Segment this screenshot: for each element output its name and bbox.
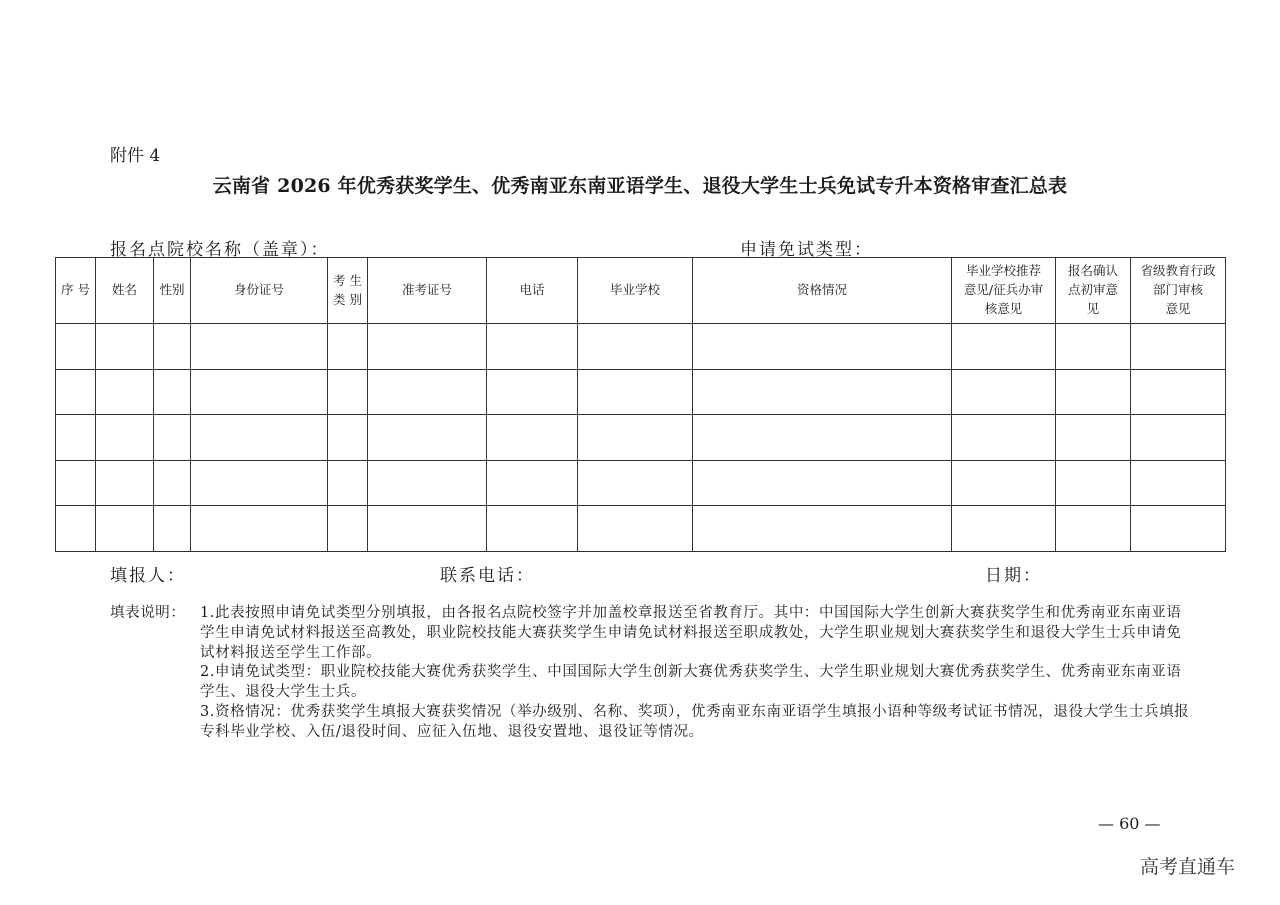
table-cell[interactable]	[693, 369, 952, 415]
column-header-admission-number: 准考证号	[368, 258, 487, 324]
date-field: 日期：	[985, 566, 1042, 586]
table-header-row	[56, 258, 1226, 324]
table-cell[interactable]	[328, 324, 368, 370]
table-cell[interactable]	[578, 324, 693, 370]
table-cell[interactable]	[1131, 369, 1226, 415]
page-number: — 60 —	[1098, 814, 1161, 833]
table-cell[interactable]	[328, 506, 368, 552]
table-cell[interactable]	[96, 506, 154, 552]
column-header-graduate-school: 毕业学校	[578, 258, 693, 324]
watermark: 高考直通车	[1140, 856, 1236, 878]
table-cell[interactable]	[154, 369, 191, 415]
column-header-school-recommendation: 毕业学校推荐 意见/征兵办审 核意见	[952, 258, 1056, 324]
table-cell[interactable]	[693, 506, 952, 552]
table-cell[interactable]	[952, 415, 1056, 461]
table-cell[interactable]	[1056, 369, 1131, 415]
table-cell[interactable]	[578, 369, 693, 415]
table-cell[interactable]	[154, 415, 191, 461]
table-cell[interactable]	[56, 324, 96, 370]
table-cell[interactable]	[1056, 506, 1131, 552]
column-header-name: 姓名	[96, 258, 154, 324]
table-cell[interactable]	[1056, 324, 1131, 370]
column-header-serial: 序 号	[56, 258, 96, 324]
table-cell[interactable]	[328, 415, 368, 461]
table-cell[interactable]	[578, 506, 693, 552]
table-row	[56, 506, 1226, 552]
table-cell[interactable]	[1056, 460, 1131, 506]
table-cell[interactable]	[1131, 324, 1226, 370]
table-cell[interactable]	[578, 415, 693, 461]
table-row	[56, 324, 1226, 370]
table-cell[interactable]	[154, 460, 191, 506]
table-cell[interactable]	[578, 460, 693, 506]
table-cell[interactable]	[96, 324, 154, 370]
table-cell[interactable]	[328, 460, 368, 506]
filler-field: 填报人：	[110, 566, 186, 586]
column-header-preliminary-review: 报名确认 点初审意 见	[1056, 258, 1131, 324]
column-header-qualification: 资格情况	[693, 258, 952, 324]
table-cell[interactable]	[56, 369, 96, 415]
table-cell[interactable]	[952, 369, 1056, 415]
column-header-provincial-review: 省级教育行政 部门审核 意见	[1131, 258, 1226, 324]
table-cell[interactable]	[368, 506, 487, 552]
instruction-item: 2.申请免试类型：职业院校技能大赛优秀获奖学生、中国国际大学生创新大赛优秀获奖学生、大学生职业规划大赛优秀获奖学生、优秀南亚东南亚语学生、退役大学生士兵。	[200, 664, 1182, 701]
table-cell[interactable]	[154, 324, 191, 370]
table-cell[interactable]	[191, 460, 328, 506]
attachment-label: 附件 4	[110, 146, 161, 166]
table-cell[interactable]	[952, 460, 1056, 506]
table-cell[interactable]	[56, 506, 96, 552]
table-cell[interactable]	[487, 324, 578, 370]
table-cell[interactable]	[96, 460, 154, 506]
table-cell[interactable]	[368, 415, 487, 461]
table-cell[interactable]	[191, 506, 328, 552]
table-cell[interactable]	[693, 324, 952, 370]
table-cell[interactable]	[487, 369, 578, 415]
table-cell[interactable]	[328, 369, 368, 415]
document-title: 云南省 2026 年优秀获奖学生、优秀南亚东南亚语学生、退役大学生士兵免试专升本资格审查汇总表	[212, 175, 1068, 197]
table-cell[interactable]	[368, 369, 487, 415]
table-cell[interactable]	[693, 415, 952, 461]
contact-phone-field: 联系电话：	[440, 566, 535, 586]
table-cell[interactable]	[191, 324, 328, 370]
summary-table	[55, 257, 1226, 552]
table-cell[interactable]	[1131, 415, 1226, 461]
table-cell[interactable]	[487, 415, 578, 461]
instruction-item: 3.资格情况：优秀获奖学生填报大赛获奖情况（举办级别、名称、奖项），优秀南亚东南亚语学生填报小语种等级考试证书情况，退役大学生士兵填报专科毕业学校、入伍/退役时间、应征入伍地、退役安置地、退役证等情况。	[200, 703, 1190, 740]
table-cell[interactable]	[56, 460, 96, 506]
table-cell[interactable]	[191, 415, 328, 461]
column-header-phone: 电话	[487, 258, 578, 324]
table-cell[interactable]	[487, 460, 578, 506]
table-cell[interactable]	[693, 460, 952, 506]
table-cell[interactable]	[952, 324, 1056, 370]
table-cell[interactable]	[952, 506, 1056, 552]
column-header-id-number: 身份证号	[191, 258, 328, 324]
column-header-gender: 性别	[154, 258, 191, 324]
fill-instructions	[110, 604, 1190, 743]
table-row	[56, 460, 1226, 506]
table-cell[interactable]	[1131, 506, 1226, 552]
table-cell[interactable]	[154, 506, 191, 552]
table-cell[interactable]	[368, 324, 487, 370]
table-cell[interactable]	[1131, 460, 1226, 506]
table-cell[interactable]	[487, 506, 578, 552]
table-cell[interactable]	[191, 369, 328, 415]
exam-type-field: 申请免试类型：	[740, 240, 873, 260]
table-row	[56, 369, 1226, 415]
column-header-candidate-category: 考 生 类 别	[328, 258, 368, 324]
school-name-field: 报名点院校名称（盖章）：	[110, 240, 330, 260]
table-cell[interactable]	[56, 415, 96, 461]
table-row	[56, 415, 1226, 461]
table-cell[interactable]	[368, 460, 487, 506]
instructions-label: 填表说明：	[110, 605, 186, 621]
table-cell[interactable]	[96, 415, 154, 461]
table-cell[interactable]	[1056, 415, 1131, 461]
table-cell[interactable]	[96, 369, 154, 415]
instruction-item: 1.此表按照申请免试类型分别填报，由各报名点院校签字并加盖校章报送至省教育厅。其中：中国国际大学生创新大赛获奖学生和优秀南亚东南亚语学生申请免试材料报送至高教处，职业院校技能大赛获奖学生申请免试材料报送至职成教处，大学生职业规划大赛获奖学生和退役大学生士兵申请免试材料报送至学生工作部。	[200, 605, 1182, 661]
